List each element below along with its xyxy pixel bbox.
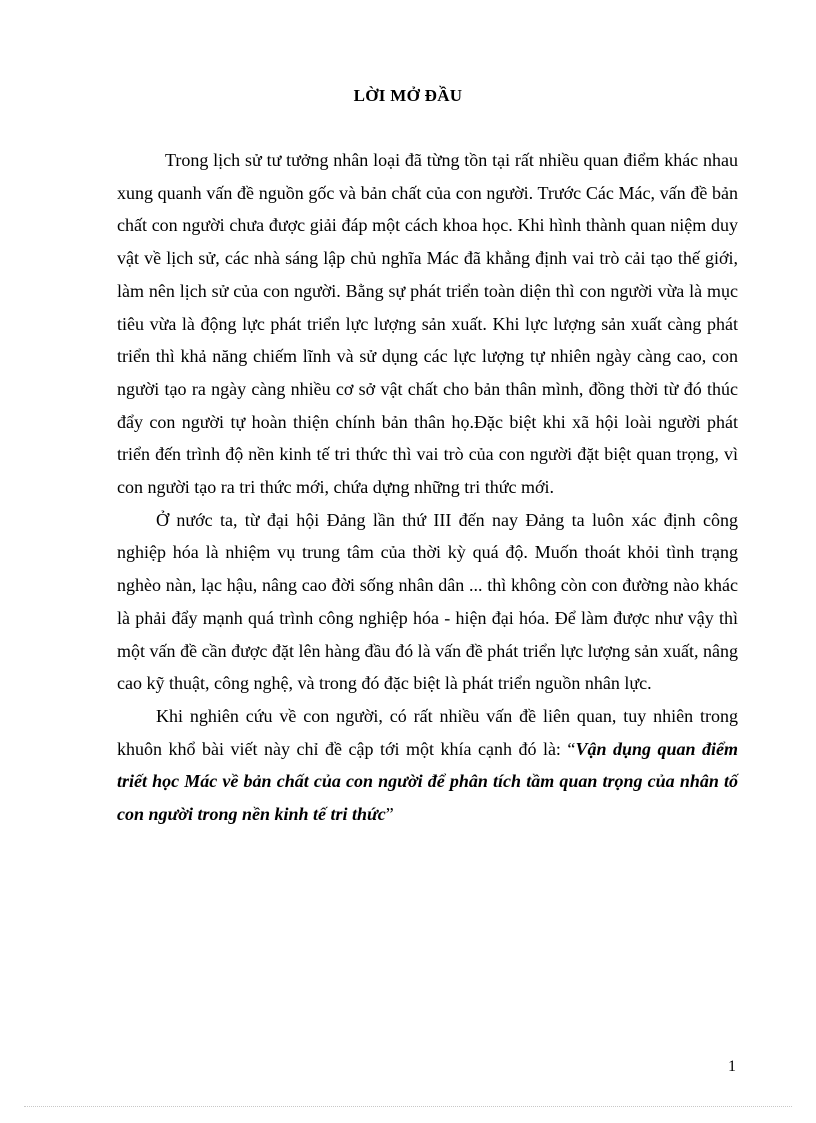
page-title: LỜI MỞ ĐẦU	[353, 86, 463, 105]
topic-emphasis: Vận dụng quan điểm triết học Mác về bản chất của con người để phân tích tầm quan trọng của nhân tố con người trong nền kinh tế tri thức	[117, 738, 738, 825]
page-break-divider	[24, 1106, 792, 1107]
closing-quote: ”	[385, 804, 394, 825]
paragraph-1: Trong lịch sử tư tưởng nhân loại đã từng tồn tại rất nhiều quan điểm khác nhau xung quanh vấn đề nguồn gốc và bản chất của con người. Trước Các Mác, vấn đề bản chất con người chưa được giải đáp một cách khoa học. Khi hình thành quan niệm duy vật về lịch sử, các nhà sáng lập chủ nghĩa Mác đã khẳng định vai trò cải tạo thế giới, làm nên lịch sử của con người. Bằng sự phát triển toàn diện thì con người vừa là mục tiêu vừa là động lực phát triển lực lượng sản xuất. Khi lực lượng sản xuất càng phát triển thì khả năng chiếm lĩnh và sử dụng các lực lượng tự nhiên ngày càng cao, con người tạo ra ngày càng nhiều cơ sở vật chất cho bản thân mình, đồng thời từ đó thúc đẩy con người tự hoàn thiện chính bản thân họ.Đặc biệt khi xã hội loài người phát triển đến trình độ nền kinh tế tri thức thì vai trò của con người đặt biệt quan trọng, vì con người tạo ra tri thức mới, chứa dựng những tri thức mới.	[117, 150, 738, 498]
paragraph-2: Ở nước ta, từ đại hội Đảng lần thứ III đến nay Đảng ta luôn xác định công nghiệp hóa là nhiệm vụ trung tâm của thời kỳ quá độ. Muốn thoát khỏi tình trạng nghèo nàn, lạc hậu, nâng cao đời sống nhân dân ... thì không còn con đường nào khác là phải đẩy mạnh quá trình công nghiệp hóa - hiện đại hóa. Để làm được như vậy thì một vấn đề cần được đặt lên hàng đầu đó là vấn đề phát triển lực lượng sản xuất, nâng cao kỹ thuật, công nghệ, và trong đó đặc biệt là phát triển nguồn nhân lực.	[117, 509, 738, 694]
page-number: 1	[728, 1058, 736, 1075]
paragraph-3	[117, 700, 738, 831]
body-text	[117, 144, 738, 831]
paragraph-3-lead: Khi nghiên cứu về con người, có rất nhiều vấn đề liên quan, tuy nhiên trong khuôn khổ bài viết này chỉ đề cập tới một khía cạnh đó là: “	[117, 705, 738, 759]
